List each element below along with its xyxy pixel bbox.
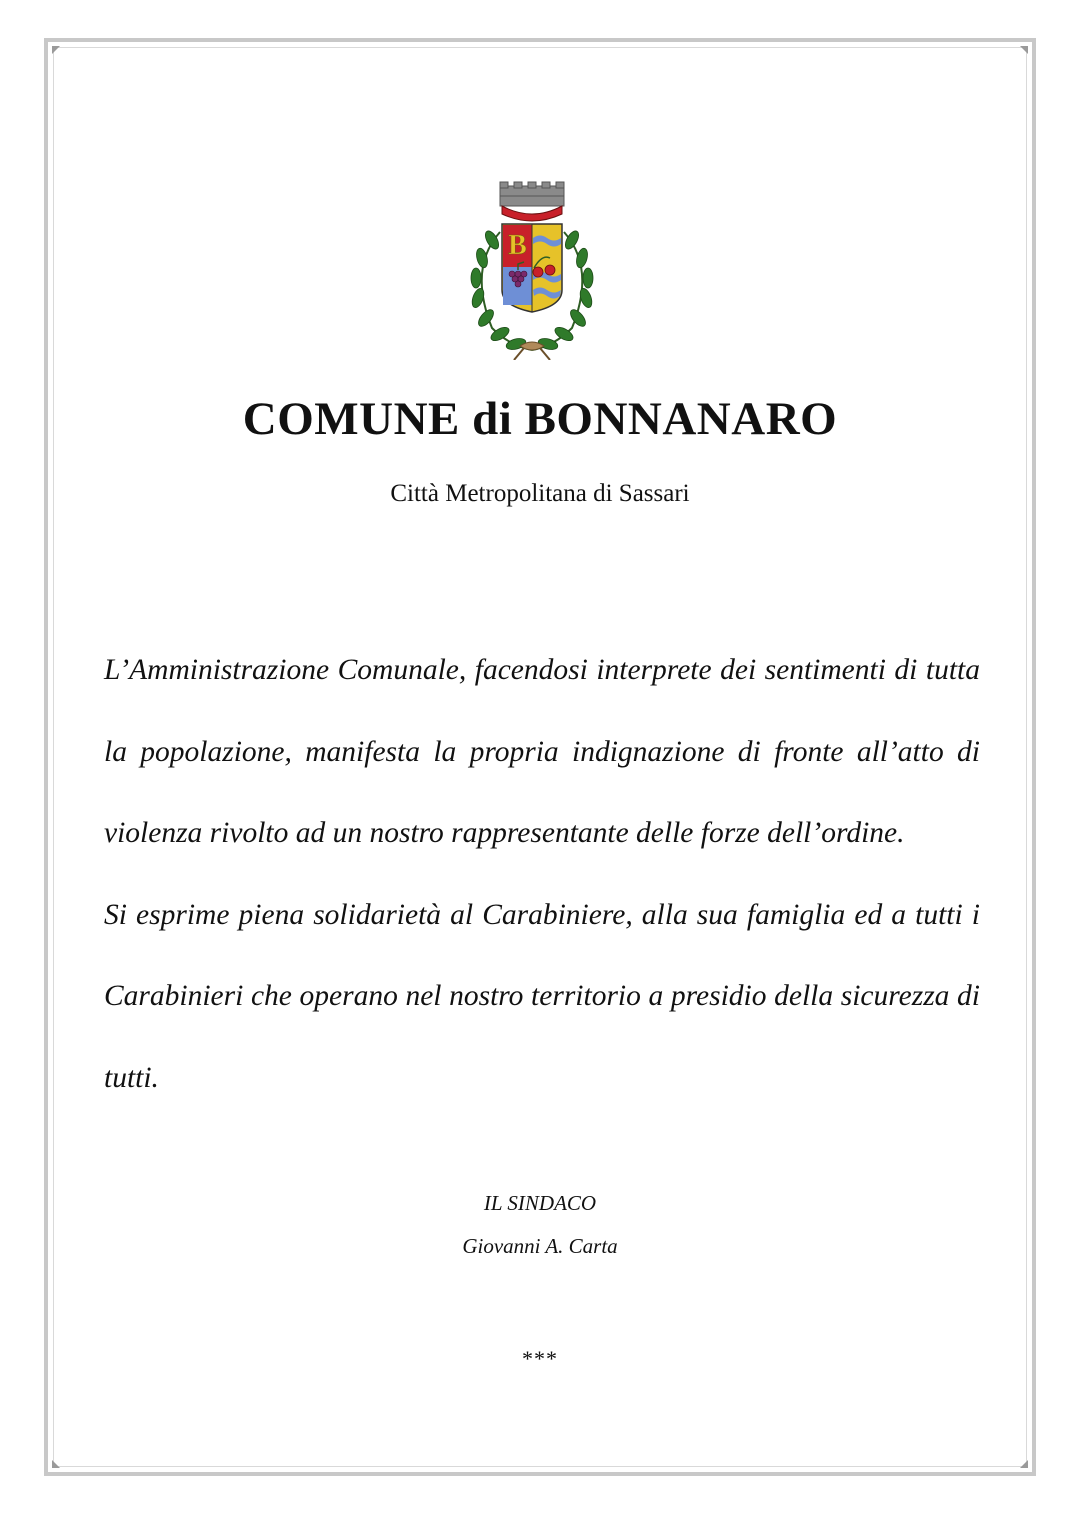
announcement-body [104,630,980,1119]
signature-block [0,1182,1080,1268]
corner-ornament [1020,1460,1028,1468]
signature-name: Giovanni A. Carta [462,1234,618,1258]
coat-of-arms-icon [462,178,602,360]
page-title: COMUNE di BONNANARO [242,393,838,445]
signature-role: IL SINDACO [483,1191,597,1215]
emblem-letter: B [508,230,527,261]
closing-separator: *** [522,1346,558,1371]
corner-ornament [52,1460,60,1468]
body-paragraph: L’Amministrazione Comunale, facendosi interprete dei sentimenti di tutta la popolazione, manifesta la propria indignazione di fronte all’atto di violenza rivolto ad un nostro rappresentante delle forze dell’ordine. [104,654,980,849]
body-paragraph: Si esprime piena solidarietà al Carabiniere, alla sua famiglia ed a tutti i Carabinieri che operano nel nostro territorio a presidio della sicurezza di tutti. [104,898,980,1094]
page-subtitle: Città Metropolitana di Sassari [390,480,690,507]
corner-ornament [52,46,60,54]
corner-ornament [1020,46,1028,54]
